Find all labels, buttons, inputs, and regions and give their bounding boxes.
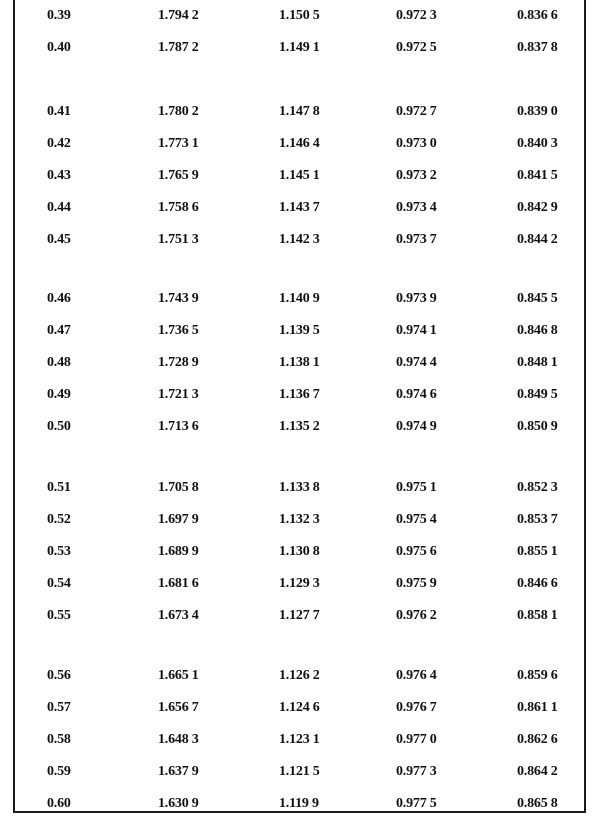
table-row bbox=[0, 477, 600, 499]
table-cell-value: 1.135 2 bbox=[279, 419, 320, 434]
table-cell-value: 1.780 2 bbox=[158, 104, 199, 119]
table-cell-value: 1.681 6 bbox=[158, 576, 199, 591]
table-row bbox=[0, 729, 600, 751]
table-row bbox=[0, 101, 600, 123]
table-cell-key: 0.39 bbox=[47, 8, 71, 23]
table-cell-key: 0.43 bbox=[47, 168, 71, 183]
table-row bbox=[0, 37, 600, 59]
table-cell-value: 1.648 3 bbox=[158, 732, 199, 747]
table-cell-value: 1.119 9 bbox=[279, 796, 319, 811]
table-cell-value: 1.689 9 bbox=[158, 544, 199, 559]
table-cell-value: 0.977 3 bbox=[396, 764, 437, 779]
table-cell-value: 1.145 1 bbox=[279, 168, 320, 183]
table-cell-value: 0.846 6 bbox=[517, 576, 558, 591]
table-cell-key: 0.48 bbox=[47, 355, 71, 370]
table-cell-value: 1.142 3 bbox=[279, 232, 320, 247]
table-cell-value: 1.736 5 bbox=[158, 323, 199, 338]
table-cell-value: 0.972 7 bbox=[396, 104, 437, 119]
table-cell-value: 0.977 0 bbox=[396, 732, 437, 747]
table-cell-value: 1.146 4 bbox=[279, 136, 320, 151]
table-row bbox=[0, 697, 600, 719]
table-cell-value: 1.140 9 bbox=[279, 291, 320, 306]
table-cell-key: 0.47 bbox=[47, 323, 71, 338]
table-row bbox=[0, 665, 600, 687]
table-cell-value: 1.758 6 bbox=[158, 200, 199, 215]
table-cell-value: 1.124 6 bbox=[279, 700, 320, 715]
table-cell-value: 0.855 1 bbox=[517, 544, 558, 559]
table-row bbox=[0, 320, 600, 342]
table-cell-value: 1.121 5 bbox=[279, 764, 320, 779]
table-cell-value: 1.630 9 bbox=[158, 796, 199, 811]
table-cell-value: 1.133 8 bbox=[279, 480, 320, 495]
table-cell-value: 0.848 1 bbox=[517, 355, 558, 370]
table-row bbox=[0, 605, 600, 627]
table-cell-value: 1.728 9 bbox=[158, 355, 199, 370]
table-cell-key: 0.41 bbox=[47, 104, 71, 119]
table-cell-value: 0.836 6 bbox=[517, 8, 558, 23]
table-row bbox=[0, 761, 600, 783]
table-cell-key: 0.57 bbox=[47, 700, 71, 715]
table-row bbox=[0, 509, 600, 531]
table-cell-value: 0.973 2 bbox=[396, 168, 437, 183]
table-cell-value: 1.129 3 bbox=[279, 576, 320, 591]
table-cell-value: 1.751 3 bbox=[158, 232, 199, 247]
table-cell-value: 0.976 7 bbox=[396, 700, 437, 715]
table-cell-value: 0.852 3 bbox=[517, 480, 558, 495]
table-cell-key: 0.44 bbox=[47, 200, 71, 215]
table-cell-key: 0.49 bbox=[47, 387, 71, 402]
table-cell-value: 0.974 4 bbox=[396, 355, 437, 370]
table-cell-key: 0.56 bbox=[47, 668, 71, 683]
table-cell-value: 1.721 3 bbox=[158, 387, 199, 402]
table-row bbox=[0, 384, 600, 406]
table-cell-value: 0.844 2 bbox=[517, 232, 558, 247]
table-cell-value: 1.127 7 bbox=[279, 608, 320, 623]
table-cell-value: 1.665 1 bbox=[158, 668, 199, 683]
table-row bbox=[0, 573, 600, 595]
table-cell-value: 1.637 9 bbox=[158, 764, 199, 779]
table-cell-value: 0.977 5 bbox=[396, 796, 437, 811]
table-cell-key: 0.50 bbox=[47, 419, 71, 434]
table-cell-value: 0.861 1 bbox=[517, 700, 558, 715]
table-cell-value: 0.841 5 bbox=[517, 168, 558, 183]
table-cell-value: 0.842 9 bbox=[517, 200, 558, 215]
table-cell-key: 0.46 bbox=[47, 291, 71, 306]
table-cell-value: 0.975 9 bbox=[396, 576, 437, 591]
table-cell-value: 0.864 2 bbox=[517, 764, 558, 779]
table-cell-value: 1.673 4 bbox=[158, 608, 199, 623]
table-cell-value: 0.976 2 bbox=[396, 608, 437, 623]
table-cell-value: 0.850 9 bbox=[517, 419, 558, 434]
table-cell-value: 1.147 8 bbox=[279, 104, 320, 119]
table-row bbox=[0, 352, 600, 374]
table-cell-value: 0.973 9 bbox=[396, 291, 437, 306]
table-cell-value: 1.705 8 bbox=[158, 480, 199, 495]
table-cell-value: 0.973 7 bbox=[396, 232, 437, 247]
table-cell-value: 1.773 1 bbox=[158, 136, 199, 151]
table-cell-key: 0.58 bbox=[47, 732, 71, 747]
table-cell-value: 1.126 2 bbox=[279, 668, 320, 683]
table-row bbox=[0, 229, 600, 251]
table-cell-value: 0.972 3 bbox=[396, 8, 437, 23]
table-cell-key: 0.60 bbox=[47, 796, 71, 811]
table-cell-value: 0.973 4 bbox=[396, 200, 437, 215]
table-cell-value: 0.975 1 bbox=[396, 480, 437, 495]
table-cell-value: 1.136 7 bbox=[279, 387, 320, 402]
table-cell-key: 0.59 bbox=[47, 764, 71, 779]
table-cell-value: 1.713 6 bbox=[158, 419, 199, 434]
table-cell-key: 0.51 bbox=[47, 480, 71, 495]
table-cell-key: 0.45 bbox=[47, 232, 71, 247]
table-cell-key: 0.42 bbox=[47, 136, 71, 151]
table-cell-key: 0.55 bbox=[47, 608, 71, 623]
table-cell-value: 0.973 0 bbox=[396, 136, 437, 151]
table-cell-value: 0.837 8 bbox=[517, 40, 558, 55]
table-cell-value: 1.794 2 bbox=[158, 8, 199, 23]
table-cell-value: 0.849 5 bbox=[517, 387, 558, 402]
table-cell-value: 0.839 0 bbox=[517, 104, 558, 119]
table-row bbox=[0, 288, 600, 310]
table-cell-value: 1.656 7 bbox=[158, 700, 199, 715]
table-cell-value: 0.972 5 bbox=[396, 40, 437, 55]
table-cell-key: 0.54 bbox=[47, 576, 71, 591]
table-cell-value: 0.976 4 bbox=[396, 668, 437, 683]
table-cell-key: 0.53 bbox=[47, 544, 71, 559]
table-cell-value: 0.853 7 bbox=[517, 512, 558, 527]
table-cell-key: 0.40 bbox=[47, 40, 71, 55]
table-cell-value: 0.845 5 bbox=[517, 291, 558, 306]
table-cell-key: 0.52 bbox=[47, 512, 71, 527]
table-row bbox=[0, 5, 600, 27]
table-cell-value: 1.150 5 bbox=[279, 8, 320, 23]
table-cell-value: 0.974 9 bbox=[396, 419, 437, 434]
table-cell-value: 1.130 8 bbox=[279, 544, 320, 559]
table-cell-value: 0.974 1 bbox=[396, 323, 437, 338]
table-cell-value: 1.787 2 bbox=[158, 40, 199, 55]
table-row bbox=[0, 197, 600, 219]
table-cell-value: 0.975 6 bbox=[396, 544, 437, 559]
table-cell-value: 1.143 7 bbox=[279, 200, 320, 215]
table-cell-value: 1.132 3 bbox=[279, 512, 320, 527]
table-cell-value: 1.743 9 bbox=[158, 291, 199, 306]
table-cell-value: 0.862 6 bbox=[517, 732, 558, 747]
table-cell-value: 0.846 8 bbox=[517, 323, 558, 338]
table-cell-value: 1.139 5 bbox=[279, 323, 320, 338]
table-cell-value: 0.858 1 bbox=[517, 608, 558, 623]
table-row bbox=[0, 165, 600, 187]
table-cell-value: 1.765 9 bbox=[158, 168, 199, 183]
table-row bbox=[0, 416, 600, 438]
table-cell-value: 1.697 9 bbox=[158, 512, 199, 527]
table-row bbox=[0, 541, 600, 563]
table-cell-value: 1.138 1 bbox=[279, 355, 320, 370]
table-cell-value: 0.859 6 bbox=[517, 668, 558, 683]
table-cell-value: 1.149 1 bbox=[279, 40, 320, 55]
table-cell-value: 1.123 1 bbox=[279, 732, 320, 747]
table-cell-value: 0.840 3 bbox=[517, 136, 558, 151]
table-cell-value: 0.865 8 bbox=[517, 796, 558, 811]
table-cell-value: 0.975 4 bbox=[396, 512, 437, 527]
table-row bbox=[0, 133, 600, 155]
table-cell-value: 0.974 6 bbox=[396, 387, 437, 402]
table-row bbox=[0, 793, 600, 815]
